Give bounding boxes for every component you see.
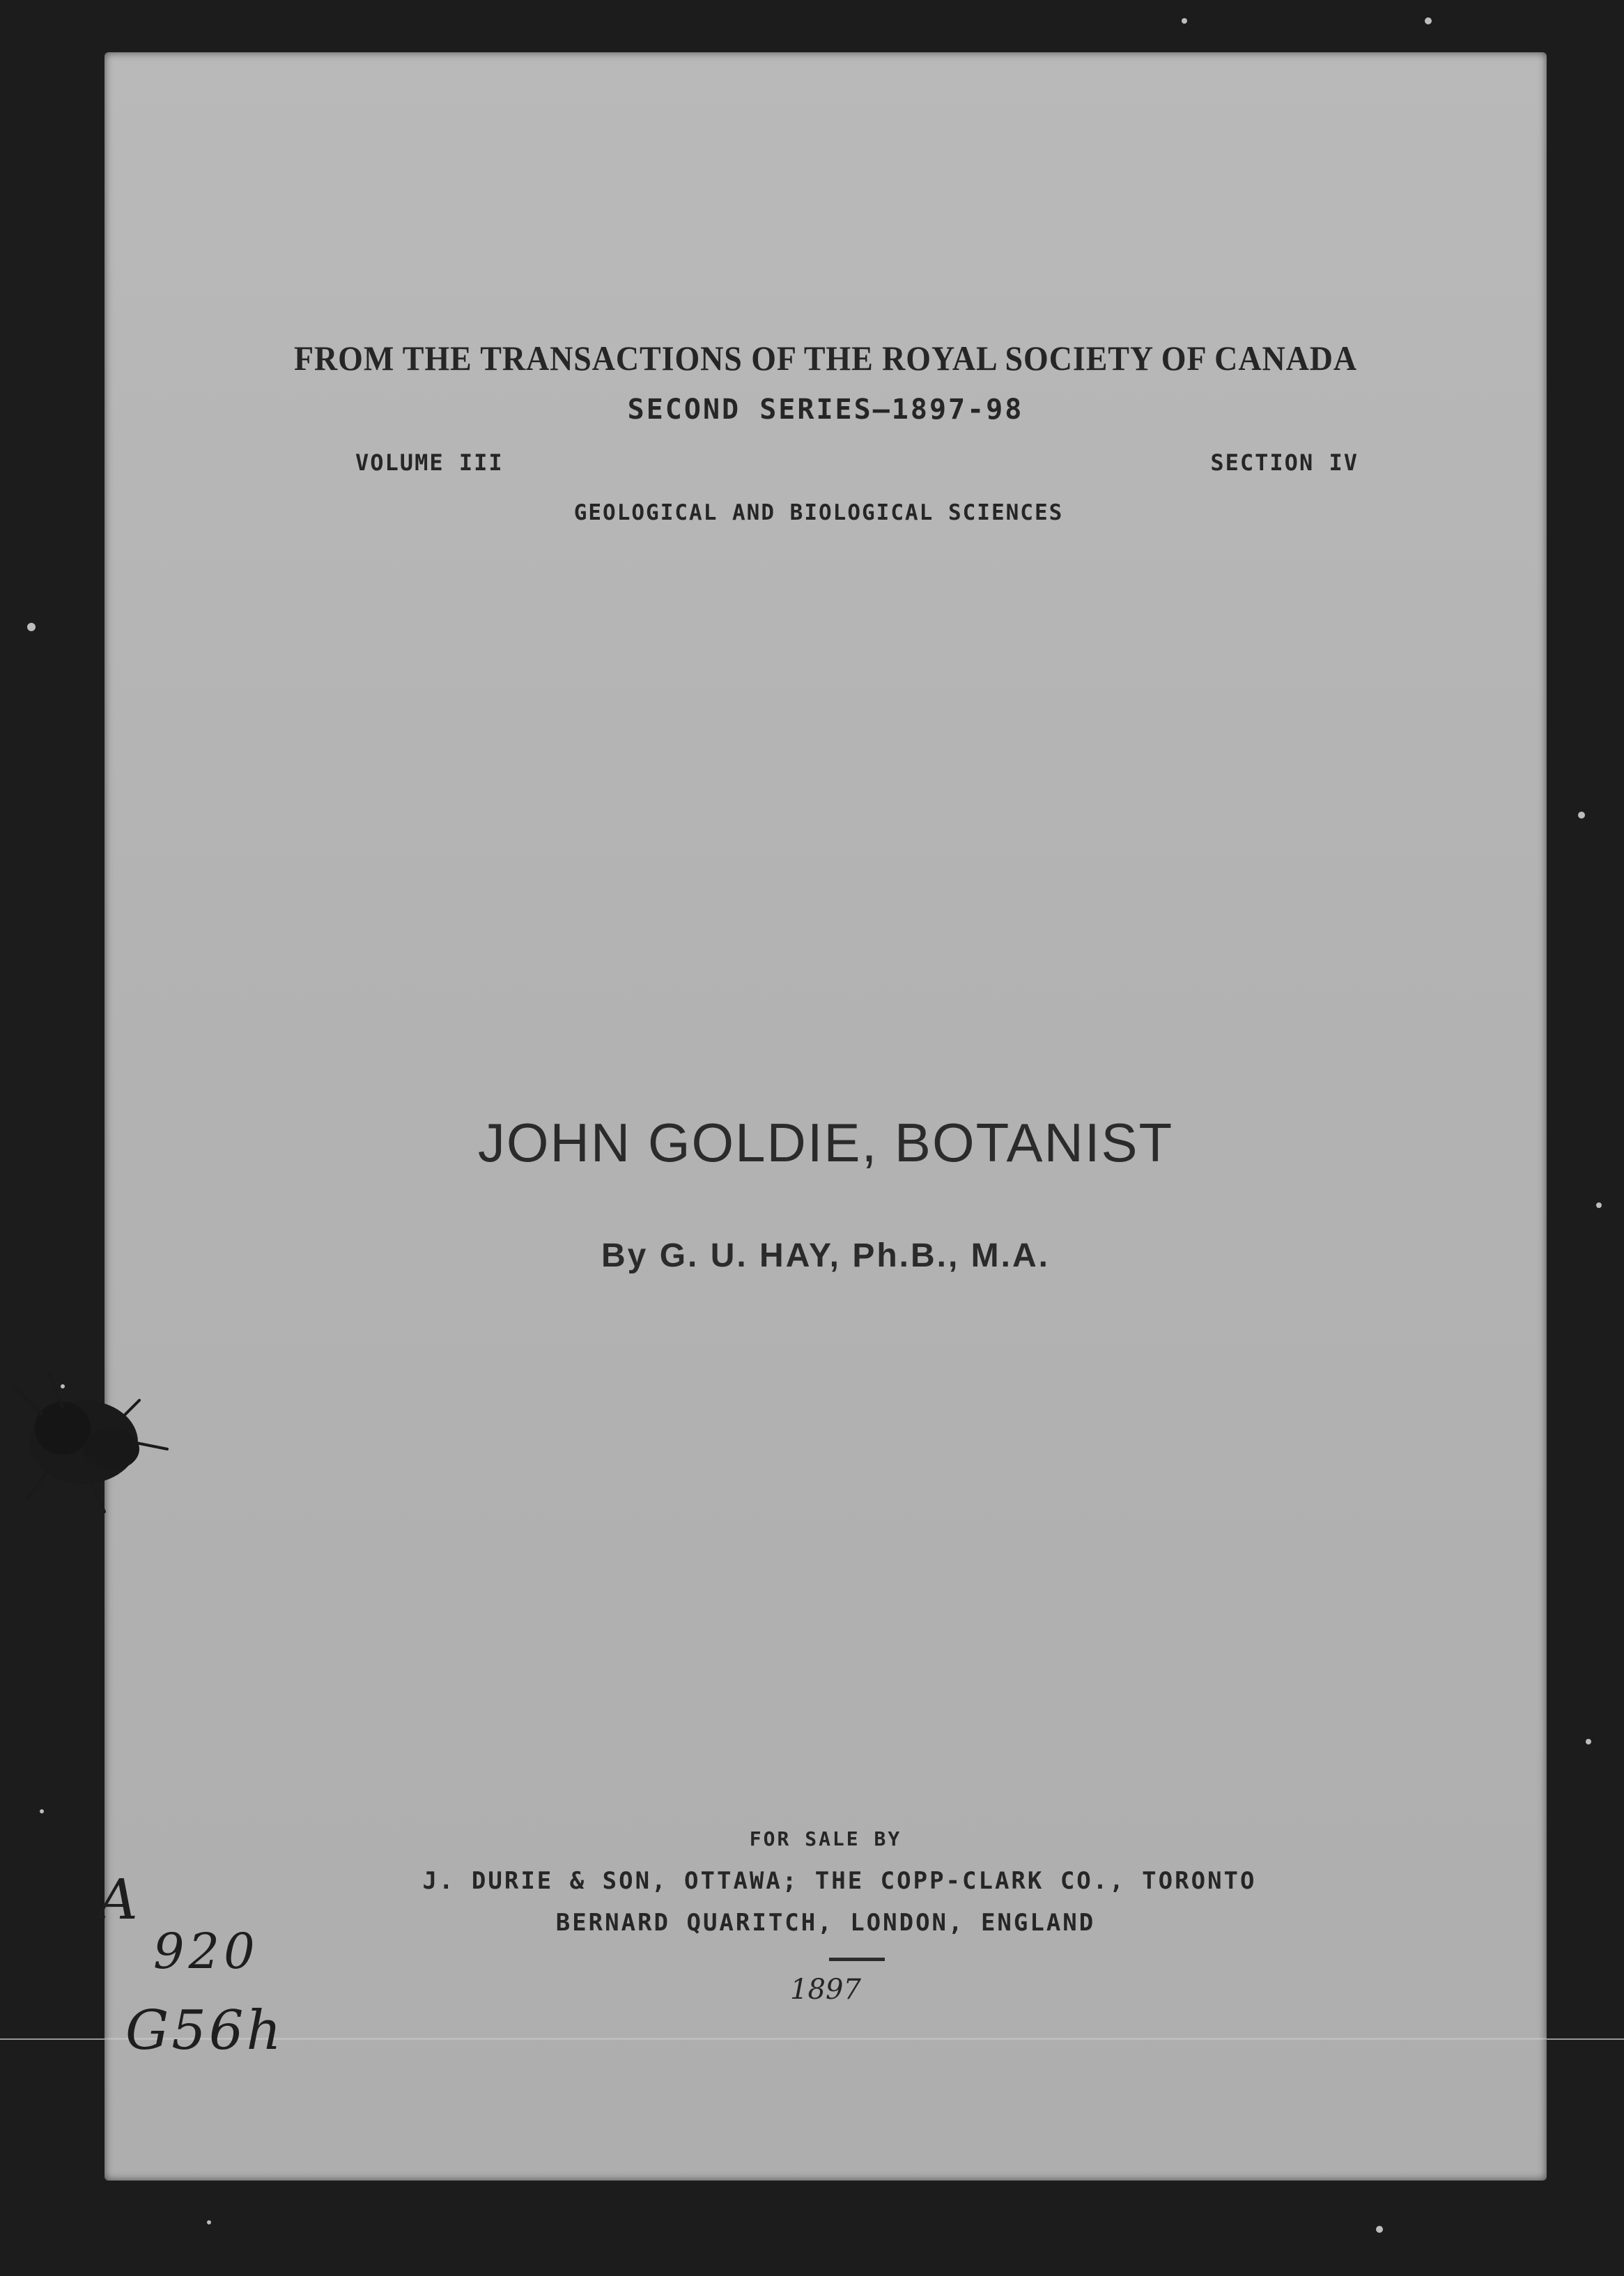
divider-rule — [829, 1958, 885, 1961]
call-number-line-2: 920 — [153, 1923, 259, 1980]
call-number — [91, 1867, 327, 2146]
subject-heading: GEOLOGICAL AND BIOLOGICAL SCIENCES — [573, 500, 1064, 525]
call-number-line-3: G56h — [125, 1999, 284, 2062]
series-subheading: SECOND SERIES—1897-98 — [627, 394, 1024, 426]
volume-label: VOLUME III — [355, 449, 504, 476]
sellers-line-1: J. DURIE & SON, OTTAWA; THE COPP-CLARK CO., TORONTO — [422, 1867, 1257, 1895]
sale-label: FOR SALE BY — [749, 1827, 902, 1850]
author-byline: By G. U. HAY, Ph.B., M.A. — [601, 1237, 1050, 1274]
publication-year: 1897 — [790, 1974, 861, 2006]
ink-blot — [0, 1358, 195, 1540]
volume-section-row — [355, 449, 1359, 476]
call-number-line-1: A — [98, 1867, 138, 1932]
document-page — [105, 52, 1547, 2181]
series-heading: FROM THE TRANSACTIONS OF THE ROYAL SOCIETY OF CANADA — [293, 339, 1358, 378]
page-title: JOHN GOLDIE, BOTANIST — [477, 1112, 1174, 1173]
sellers-line-2: BERNARD QUARITCH, LONDON, ENGLAND — [555, 1909, 1096, 1937]
section-label: SECTION IV — [1210, 449, 1359, 476]
